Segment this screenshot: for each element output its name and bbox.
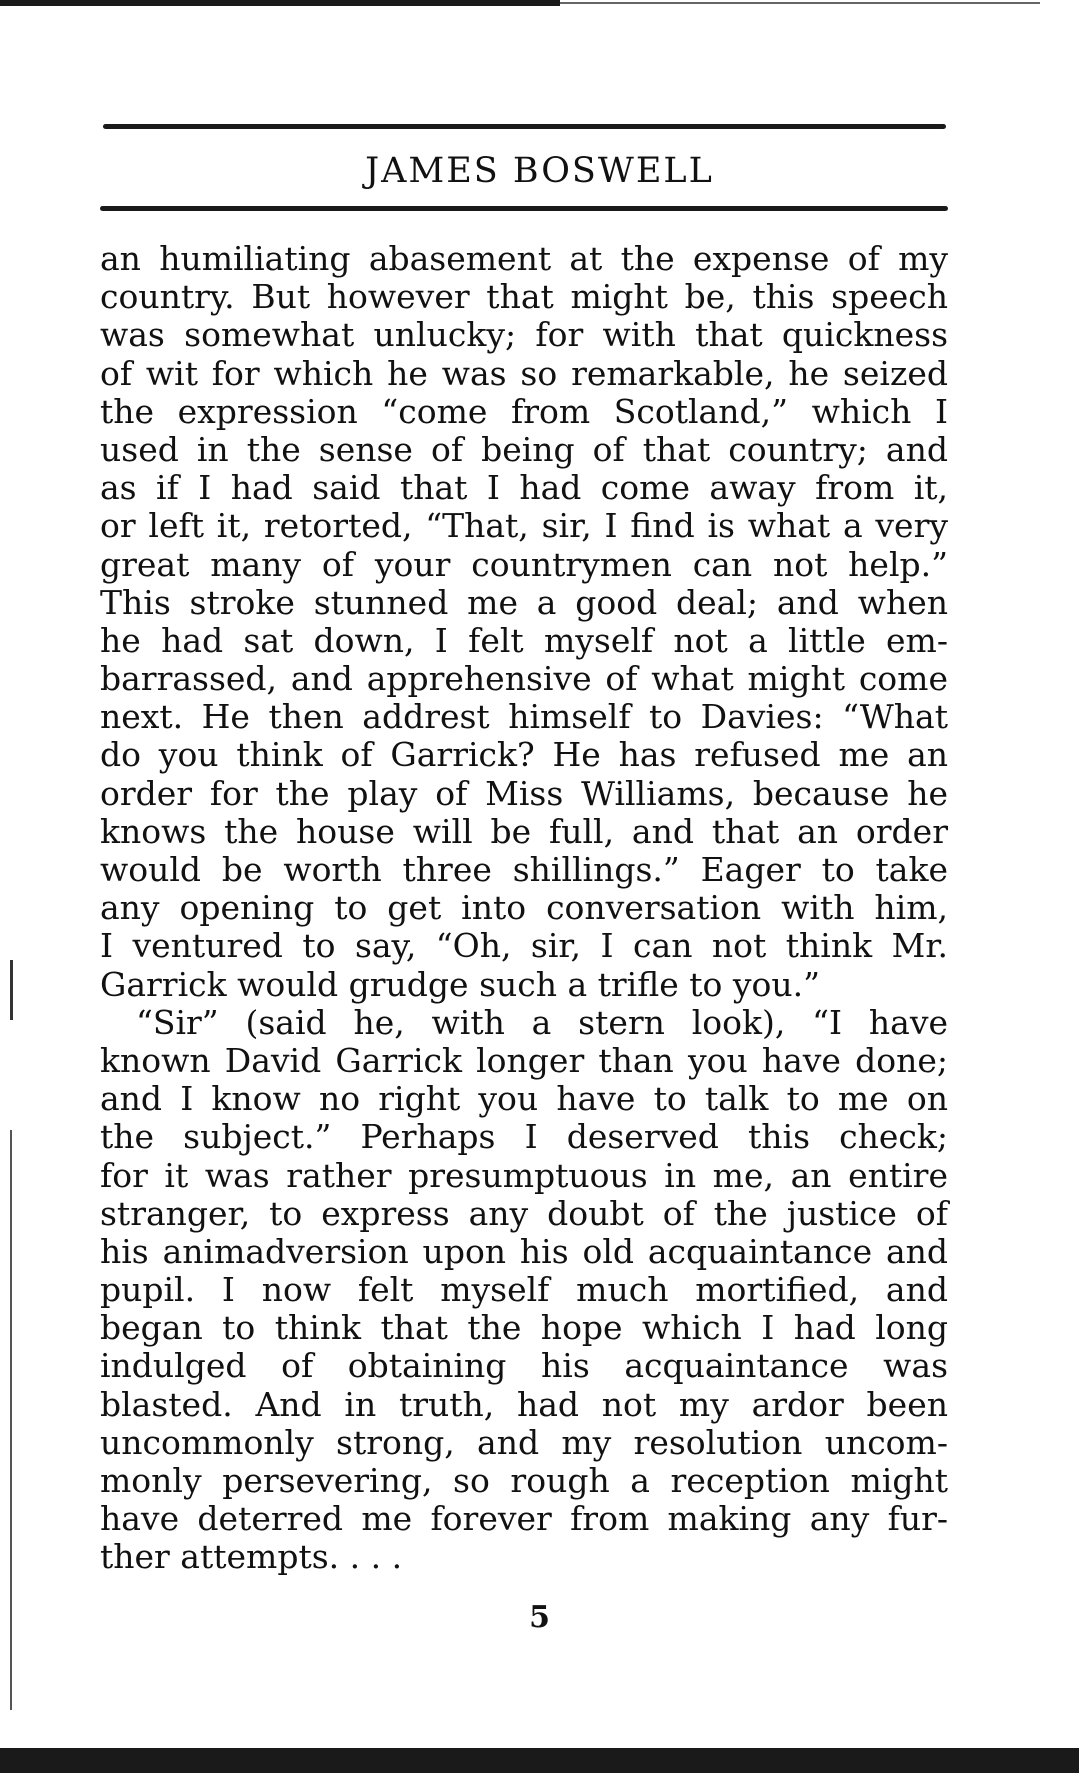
text-line: great many of your countrymen can not help.” — [100, 544, 948, 584]
text-line: I ventured to say, “Oh, sir, I can not think Mr. — [100, 926, 948, 966]
running-head: JAMES BOSWELL — [365, 151, 714, 191]
text-line: was somewhat unlucky; for with that quickness — [100, 315, 948, 355]
text-line: This stroke stunned me a good deal; and when — [100, 582, 948, 622]
text-line: pupil. I now felt myself much mortified, and — [100, 1270, 948, 1310]
text-line: knows the house will be full, and that an order — [100, 811, 948, 851]
text-line: used in the sense of being of that country; and — [100, 429, 948, 469]
text-line: next. He then addrest himself to Davies: “What — [100, 697, 948, 737]
text-line: or left it, retorted, “That, sir, I find is what a very — [100, 506, 948, 546]
text-line: for it was rather presumptuous in me, an entire — [100, 1155, 948, 1195]
text-line: have deterred me forever from making any fur- — [100, 1499, 948, 1539]
text-line: blasted. And in truth, had not my ardor been — [100, 1384, 948, 1424]
top-scan-edge-thin — [560, 2, 1040, 4]
text-line: of wit for which he was so remarkable, he seized — [100, 353, 948, 393]
body-text — [100, 240, 948, 1577]
text-line: began to think that the hope which I had long — [100, 1308, 948, 1348]
text-line: “Sir” (said he, with a stern look), “I have — [136, 1002, 948, 1042]
page-number: 5 — [529, 1600, 550, 1635]
text-line: order for the play of Miss Williams, because he — [100, 773, 948, 813]
text-line: an humiliating abasement at the expense of my — [100, 239, 948, 278]
text-line: ther attempts. . . . — [100, 1537, 403, 1577]
text-line: country. But however that might be, this speech — [100, 277, 948, 317]
text-line: the expression “come from Scotland,” which I — [100, 391, 948, 431]
text-line: known David Garrick longer than you have done; — [100, 1040, 948, 1080]
text-line: monly persevering, so rough a reception might — [100, 1461, 948, 1500]
header-rule-bottom — [100, 206, 948, 211]
text-line: Garrick would grudge such a trifle to you.” — [100, 964, 821, 1004]
text-line: any opening to get into conversation with him, — [100, 888, 948, 928]
bottom-scan-edge — [0, 1748, 1079, 1773]
text-line: stranger, to express any doubt of the justice of — [100, 1193, 948, 1233]
text-line: his animadversion upon his old acquaintance and — [100, 1231, 948, 1271]
text-line: he had sat down, I felt myself not a little em- — [100, 620, 948, 660]
text-line: indulged of obtaining his acquaintance was — [100, 1346, 948, 1386]
top-scan-edge — [0, 0, 560, 6]
text-line: the subject.” Perhaps I deserved this check; — [100, 1117, 948, 1157]
text-line: as if I had said that I had come away from it, — [100, 468, 948, 508]
text-line: would be worth three shillings.” Eager to take — [100, 850, 948, 889]
text-line: uncommonly strong, and my resolution uncom- — [100, 1422, 948, 1462]
margin-mark — [10, 960, 13, 1020]
text-line: do you think of Garrick? He has refused me an — [100, 735, 948, 775]
header-rule-top — [103, 124, 946, 129]
text-line: and I know no right you have to talk to me on — [100, 1079, 948, 1119]
text-line: barrassed, and apprehensive of what might come — [100, 659, 948, 699]
